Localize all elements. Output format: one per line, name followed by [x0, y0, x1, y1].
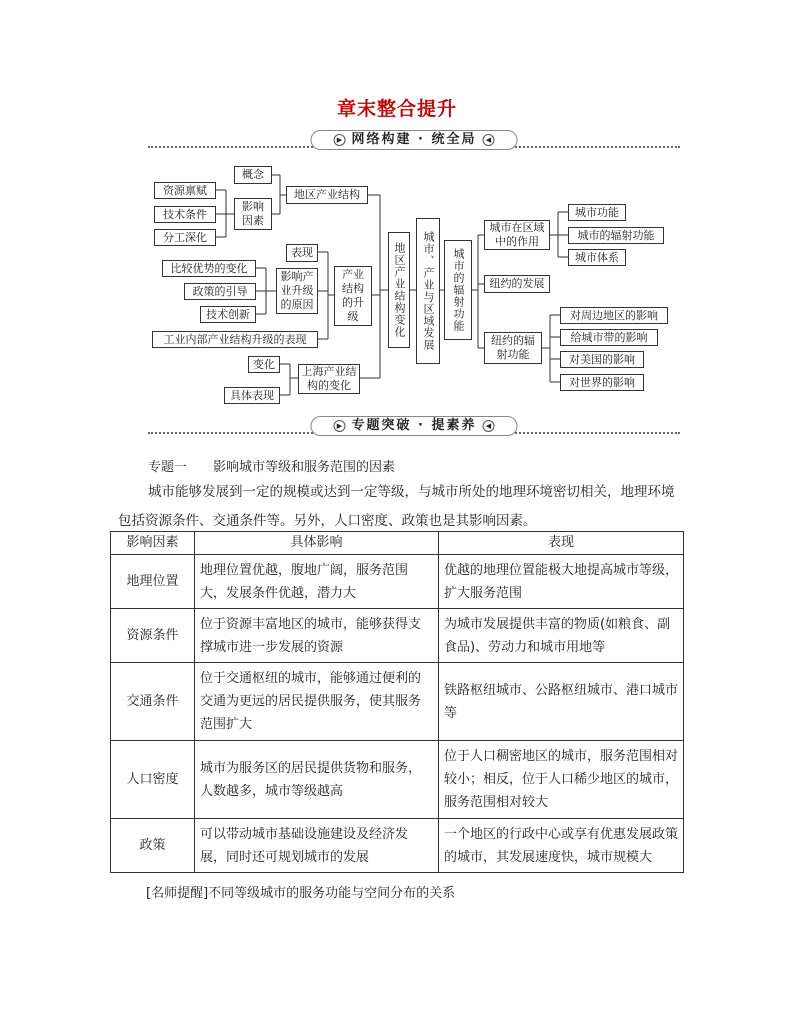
table-row	[111, 663, 684, 741]
table-cell: 位于资源丰富地区的城市，能够获得支撑城市进一步发展的资源	[195, 609, 439, 663]
influence-factors-box: 影响因素	[234, 198, 272, 230]
section-pill	[311, 416, 518, 436]
cause-box: 技术创新	[200, 306, 256, 323]
concrete-box: 具体表现	[224, 387, 280, 404]
topic-heading	[148, 456, 395, 475]
role-box: 城市的辐射功能	[568, 227, 664, 244]
table-cell: 一个地区的行政中心或享有优惠发展政策的城市，其发展速度快，城市规模大	[439, 819, 684, 873]
shanghai-box: 上海产业结构的变化	[298, 364, 360, 394]
factors-table	[110, 531, 684, 873]
right-arrow-icon: ▶	[334, 134, 346, 146]
factor-box: 技术条件	[154, 206, 216, 223]
table-cell: 可以带动城市基础设施建设及经济发展，同时还可规划城市的发展	[195, 819, 439, 873]
table-cell: 为城市发展提供丰富的物质(如粮食、副食品)、劳动力和城市用地等	[439, 609, 684, 663]
biaoxian-box: 表现	[286, 244, 318, 262]
section-header-topics	[148, 416, 680, 438]
table-header-row	[111, 532, 684, 555]
ny-effect-box: 对周边地区的影响	[560, 307, 668, 324]
table-cell: 优越的地理位置能极大地提高城市等级，扩大服务范围	[439, 555, 684, 609]
ny-effect-box: 对美国的影响	[560, 351, 644, 368]
structure-upgrade-box: 产业结构的升级	[334, 266, 372, 326]
page-title: 章末整合提升	[336, 98, 457, 120]
table-row	[111, 555, 684, 609]
table-cell: 资源条件	[111, 609, 195, 663]
region-change-box: 地区产业结构变化	[388, 232, 410, 348]
table-cell: 城市为服务区的居民提供货物和服务，人数越多，城市等级越高	[195, 741, 439, 819]
city-role-box: 城市在区域中的作用	[484, 220, 550, 250]
upgrade-reason-box: 影响产业升级的原因	[276, 268, 318, 314]
topic-label: 专题一	[148, 460, 188, 475]
table-cell: 政策	[111, 819, 195, 873]
ny-effect-box: 给城市带的影响	[560, 329, 658, 346]
table-header: 表现	[439, 532, 684, 555]
role-box: 城市功能	[568, 204, 626, 221]
topic-title: 影响城市等级和服务范围的因素	[213, 460, 396, 475]
cause-box: 比较优势的变化	[162, 260, 256, 277]
change-box: 变化	[248, 356, 280, 373]
teacher-note: [名师提醒]不同等级城市的服务功能与空间分布的关系	[146, 886, 456, 901]
ny-effect-box: 对世界的影响	[560, 374, 644, 391]
table-row	[111, 609, 684, 663]
role-box: 城市体系	[568, 249, 626, 266]
section-title: 网络构建 · 统全局	[351, 132, 477, 147]
table-row	[111, 741, 684, 819]
intro-paragraph: 城市能够发展到一定的规模或达到一定等级，与城市所处的地理环境密切相关，地理环境包括资源条件、交通条件等。另外，人口密度、政策也是其影响因素。	[118, 484, 675, 529]
ny-dev-box: 纽约的发展	[484, 275, 550, 293]
table-cell: 位于人口稠密地区的城市，服务范围相对较小；相反，位于人口稀少地区的城市，服务范围相对较大	[439, 741, 684, 819]
concept-map	[148, 160, 688, 410]
factor-box: 资源禀赋	[154, 182, 216, 199]
left-arrow-icon: ◀	[483, 134, 495, 146]
concept-box: 概念	[234, 166, 272, 184]
region-structure-box: 地区产业结构	[286, 186, 368, 204]
industry-internal-box: 工业内部产业结构升级的表现	[152, 331, 318, 348]
city-industry-box: 城市、产业与区域发展	[416, 218, 440, 364]
table-cell: 位于交通枢纽的城市，能够通过便利的交通为更远的居民提供服务，使其服务范围扩大	[195, 663, 439, 741]
table-cell: 铁路枢纽城市、公路枢纽城市、港口城市等	[439, 663, 684, 741]
radiation-box: 城市的辐射功能	[444, 240, 472, 340]
table-header: 影响因素	[111, 532, 195, 555]
factor-box: 分工深化	[154, 229, 216, 246]
section-header-network	[148, 130, 680, 152]
table-cell: 交通条件	[111, 663, 195, 741]
table-row	[111, 819, 684, 873]
section-title: 专题突破 · 提素养	[351, 418, 477, 433]
table-cell: 地理位置优越，腹地广阔，服务范围大，发展条件优越，潜力大	[195, 555, 439, 609]
cause-box: 政策的引导	[184, 283, 256, 300]
ny-rad-box: 纽约的辐射功能	[484, 332, 542, 364]
left-arrow-icon: ◀	[483, 420, 495, 432]
table-header: 具体影响	[195, 532, 439, 555]
right-arrow-icon: ▶	[334, 420, 346, 432]
table-cell: 人口密度	[111, 741, 195, 819]
section-pill	[311, 130, 518, 150]
table-cell: 地理位置	[111, 555, 195, 609]
